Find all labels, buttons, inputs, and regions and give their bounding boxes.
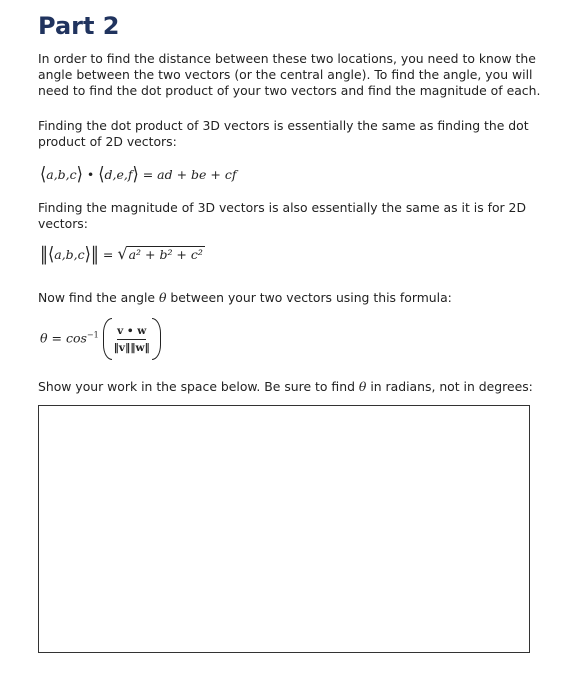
dot-product-formula: ⟨a,b,c⟩ • ⟨d,e,f⟩ = ad + be + cf [40,162,237,185]
angle-text-after: between your two vectors using this formula: [170,290,452,305]
fraction-denominator: ‖v‖‖w‖ [113,341,150,354]
angle-formula [40,318,161,360]
dot-result: = ad + be + cf [142,167,237,182]
right-paren [152,318,161,360]
inverse-exponent: −1 [86,330,99,340]
fraction-numerator: v • w [117,325,146,340]
mag-radicand: a² + b² + c² [128,247,203,262]
show-text-after: in radians, not in degrees: [370,379,533,394]
work-answer-box[interactable] [38,405,530,653]
theta-symbol-2: θ [358,379,367,394]
instructions-paragraph [38,379,543,395]
intro-paragraph: In order to find the distance between these two locations, you need to know the angle between the two vectors (or the central angle). To find the angle, you will need to find the dot product of your two vectors and find the magnitude of each. [38,51,541,98]
dot-left-vector: a,b,c [46,167,77,182]
dot-right-vector: d,e,f [104,167,133,182]
show-text-before: Show your work in the space below. Be sure to find [38,379,355,394]
angle-text-before: Now find the angle [38,290,156,305]
magnitude-paragraph: Finding the magnitude of 3D vectors is also essentially the same as it is for 2D vectors: [38,200,526,231]
theta-symbol: θ [159,290,167,305]
mag-vector: a,b,c [54,247,85,262]
dot-product-paragraph: Finding the dot product of 3D vectors is essentially the same as finding the dot product of 2D vectors: [38,118,529,149]
left-paren [103,318,112,360]
sqrt-symbol: √a² + b² + c² [117,244,203,263]
angle-fraction [114,325,150,354]
page-title: Part 2 [38,12,120,40]
angle-paragraph [38,290,543,306]
magnitude-formula: ‖⟨a,b,c⟩‖ = √a² + b² + c² [40,242,203,265]
angle-lhs: θ = cos [40,330,87,346]
mag-equals: = [102,247,114,262]
